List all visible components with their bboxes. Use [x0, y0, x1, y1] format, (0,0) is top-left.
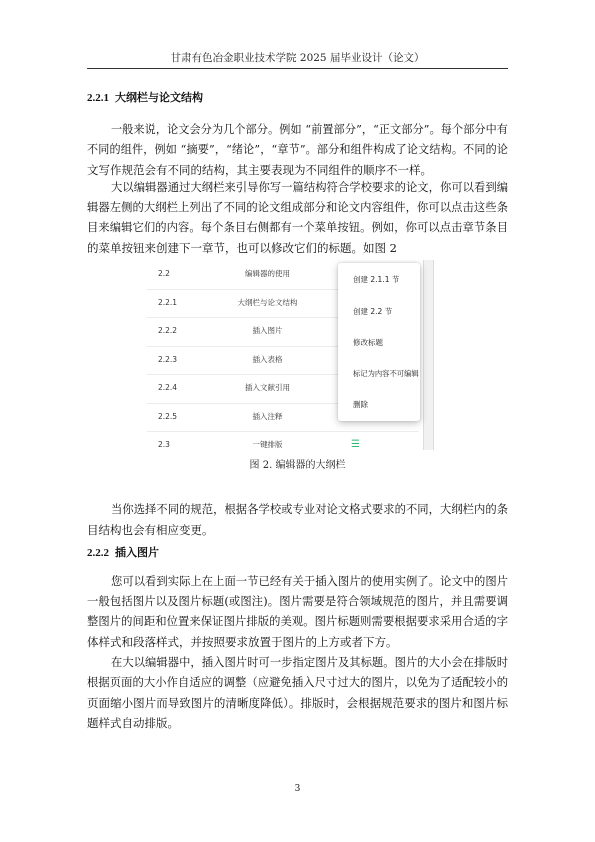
outline-row-title: 插入注释 [252, 411, 283, 421]
paragraph-line: 您可以看到实际上在上面一节已经有关于插入图片的使用实例了。论文中的图片 [111, 575, 508, 588]
menu-item-lock: 标记为内容不可编辑 [353, 369, 419, 378]
section-number: 2.2.2 [87, 547, 109, 559]
outline-row-number: 2.2 [158, 269, 170, 278]
paragraph-line: 一般来说，论文会分为几个部分。例如 “前置部分”，“正文部分”。每个部分中有 [111, 123, 508, 136]
paragraph [87, 572, 508, 652]
outline-row-number: 2.2.1 [158, 297, 178, 307]
page-number: 3 [294, 784, 301, 794]
paragraph-line: 大以编辑器通过大纲栏来引导你写一篇结构符合学校要求的论文，你可以看到编 [111, 181, 508, 194]
outline-row-title: 编辑器的使用 [245, 269, 290, 278]
outline-row-title: 插入文献引用 [245, 383, 290, 392]
paragraph-line: 不同的组件，例如 “摘要”，“绪论”，“章节”。部分和组件构成了论文结构。不同的论 [87, 143, 508, 156]
paragraph [87, 178, 508, 258]
outline-screenshot-figure [147, 260, 445, 455]
paragraph-line: 辑器左侧的大纲栏上列出了不同的论文组成部分和论文内容组件，你可以点击这些条 [87, 201, 508, 214]
paragraph-line: 的菜单按钮来创建下一章节，也可以修改它们的标题。如图 2 [87, 241, 397, 255]
outline-row-title: 插入图片 [252, 326, 283, 335]
section-number: 2.2.1 [87, 92, 109, 104]
paragraph [87, 120, 508, 180]
paragraph-line: 目来编辑它们的内容。每个条目右侧都有一个菜单按钮。例如，你可以点击章节条目 [87, 221, 508, 234]
outline-row-number: 2.3 [158, 440, 170, 449]
outline-scrollbar [423, 260, 434, 450]
paragraph-line: 根据页面的大小作自适应的调整（应避免插入尺寸过大的图片，以免为了适配较小的 [87, 676, 508, 689]
outline-row-title: 一键排版 [252, 440, 283, 449]
paragraph [87, 500, 508, 540]
section-heading [87, 90, 508, 106]
running-header: 甘肃有色冶金职业技术学院 2025 届毕业设计（论文） [170, 52, 425, 64]
paragraph [87, 653, 508, 733]
outline-row-number: 2.2.3 [158, 354, 178, 364]
menu-item-rename: 修改标题 [353, 338, 383, 347]
outline-row-number: 2.2.5 [158, 411, 178, 421]
paragraph-line: 当你选择不同的规范，根据各学校或专业对论文格式要求的不同，大纲栏内的条 [111, 503, 508, 516]
paragraph-line: 在大以编辑器中，插入图片时可一步指定图片及其标题。图片的大小会在排版时 [111, 656, 508, 669]
paragraph-line: 一般包括图片以及图片标题(或图注)。图片需要是符合领域规范的图片，并且需要调 [87, 595, 508, 608]
header-rule [87, 68, 508, 69]
figure-caption: 图 2. 编辑器的大纲栏 [249, 460, 346, 471]
outline-row [147, 431, 419, 455]
paragraph-line: 体样式和段落样式，并按照要求放置于图片的上方或者下方。 [87, 635, 398, 649]
outline-row-title: 插入表格 [252, 354, 283, 364]
outline-row-number: 2.2.2 [158, 326, 178, 335]
outline-row-number: 2.2.4 [158, 383, 178, 392]
outline-row-title: 大纲栏与论文结构 [237, 297, 298, 307]
paragraph-line: 文写作规范会有不同的结构，其主要表现为不同组件的顺序不一样。 [87, 163, 432, 177]
section-title: 插入图片 [115, 546, 159, 559]
section-title: 大纲栏与论文结构 [115, 91, 203, 104]
paragraph-line: 整图片的间距和位置来保证图片排版的美观。图片标题则需要根据要求采用合适的字 [87, 615, 508, 628]
list-icon: ☰ [351, 439, 360, 450]
outline-context-menu [338, 263, 420, 421]
paragraph-line: 题样式自动排版。 [87, 716, 179, 730]
menu-item-create-section: 创建 2.2 节 [353, 307, 393, 316]
menu-item-delete: 删除 [353, 400, 368, 409]
paragraph-line: 目结构也会有相应变更。 [87, 523, 214, 537]
paragraph-line: 页面缩小图片而导致图片的清晰度降低）。排版时，会根据规范要求的图片和图片标 [87, 696, 508, 710]
section-heading [87, 545, 508, 561]
menu-item-create-subsection: 创建 2.1.1 节 [353, 275, 400, 284]
